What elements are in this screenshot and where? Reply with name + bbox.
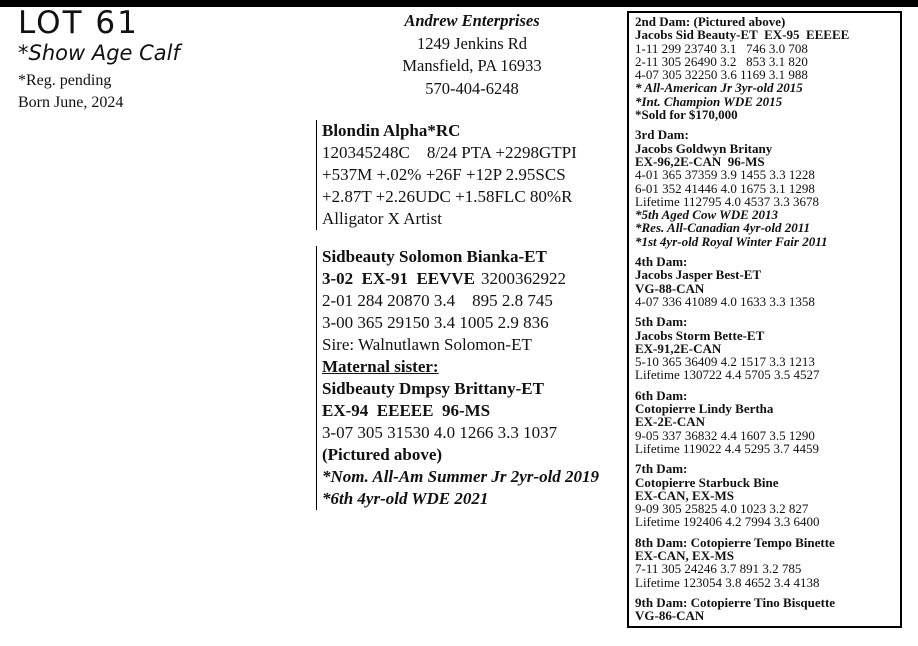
dam-entry-6th	[635, 389, 900, 455]
consignor-phone: 570-404-6248	[425, 78, 519, 98]
dam-header: 6th Dam:	[635, 387, 688, 403]
dam-entry-3rd	[635, 128, 900, 248]
dam-entry-8th	[635, 536, 900, 589]
dam-honor: *1st 4yr-old Royal Winter Fair 2011	[635, 233, 828, 249]
dam-sire-line: Sire: Walnutlawn Solomon-ET	[322, 335, 532, 354]
dam-entry-name: Jacobs Sid Beauty-ET EX-95 EEEEE	[635, 27, 850, 43]
lot-subtitle: *Show Age Calf	[18, 41, 180, 65]
dam-reg-number: 3200362922	[481, 269, 567, 288]
dam-entry-2nd	[635, 15, 900, 121]
dam-entry-name: Jacobs Storm Bette-ET	[635, 327, 765, 343]
dam-name: Sidbeauty Solomon Bianka-ET	[322, 247, 547, 266]
birth-date: Born June, 2024	[18, 94, 124, 111]
dam-header: 4th Dam:	[635, 254, 688, 270]
dam-header: 9th Dam: Cotopierre Tino Bisquette	[635, 594, 836, 610]
dam-record: Lifetime 192406 4.2 7994 3.3 6400	[635, 514, 820, 530]
dam-record: 1-11 299 23740 3.1 746 3.0 708	[635, 40, 808, 56]
dam-record: 2-11 305 26490 3.2 853 3.1 820	[635, 53, 808, 69]
dam-entry-7th	[635, 462, 900, 528]
dam-record: 7-11 305 24246 3.7 891 3.2 785	[635, 561, 802, 577]
dam-record: 4-01 365 37359 3.9 1455 3.3 1228	[635, 167, 815, 183]
dam-record: 4-07 305 32250 3.6 1169 3.1 988	[635, 67, 808, 83]
dam-header: 3rd Dam:	[635, 127, 689, 143]
sire-line: +537M +.02% +26F +12P 2.95SCS	[322, 165, 566, 184]
sister-name: Sidbeauty Dmpsy Brittany-ET	[322, 379, 544, 398]
dam-entry-9th	[635, 596, 900, 623]
dam-record: 2-01 284 20870 3.4 895 2.8 745	[322, 291, 553, 310]
dam-header: 2nd Dam: (Pictured above)	[635, 14, 786, 29]
dam-sale-note: *Sold for $170,000	[635, 107, 738, 123]
dam-record: Lifetime 119022 4.4 5295 3.7 4459	[635, 440, 820, 456]
dam-classification: EX-91,2E-CAN	[635, 340, 722, 356]
dam-record: 5-10 365 36409 4.2 1517 3.3 1213	[635, 354, 815, 370]
dam-score-line	[322, 268, 626, 290]
dam-classification: EX-CAN, EX-MS	[635, 547, 734, 563]
sire-name: Blondin Alpha*RC	[322, 121, 461, 140]
dam-classification: EX-CAN, EX-MS	[635, 487, 734, 503]
dam-record: 6-01 352 41446 4.0 1675 3.1 1298	[635, 180, 815, 196]
dam-entry-4th	[635, 255, 900, 308]
dam-classification: EX-96,2E-CAN 96-MS	[635, 153, 765, 169]
dam-entry-5th	[635, 315, 900, 381]
dam-header: 8th Dam: Cotopierre Tempo Binette	[635, 534, 835, 550]
sire-line: 120345248C 8/24 PTA +2298GTPI	[322, 143, 577, 162]
consignor-block	[352, 10, 592, 100]
pedigree-column	[316, 120, 626, 510]
sire-block	[316, 120, 626, 230]
dam-record: 9-05 337 36832 4.4 1607 3.5 1290	[635, 427, 815, 443]
dam-entry-name: Cotopierre Starbuck Bine	[635, 474, 779, 490]
consignor-street: 1249 Jenkins Rd	[416, 33, 527, 53]
dam-honor: *Res. All-Canadian 4yr-old 2011	[635, 220, 811, 236]
pictured-note: (Pictured above)	[322, 445, 443, 464]
dam-score: 3-02 EX-91 EEVVE	[322, 269, 476, 288]
sister-record: 3-07 305 31530 4.0 1266 3.3 1037	[322, 423, 558, 442]
dam-record: Lifetime 112795 4.0 4537 3.3 3678	[635, 193, 820, 209]
registration-note: *Reg. pending	[18, 72, 112, 89]
honor-line: *Nom. All-Am Summer Jr 2yr-old 2019	[322, 467, 600, 486]
dam-record: Lifetime 123054 3.8 4652 3.4 4138	[635, 574, 820, 590]
ancestor-dams-box	[627, 11, 902, 628]
dam-honor: * All-American Jr 3yr-old 2015	[635, 80, 803, 96]
dam-header: 5th Dam:	[635, 314, 688, 330]
dam-honor: *5th Aged Cow WDE 2013	[635, 207, 779, 223]
sister-score: EX-94 EEEEE 96-MS	[322, 401, 491, 420]
dam-record: 3-00 365 29150 3.4 1005 2.9 836	[322, 313, 549, 332]
consignor-city: Mansfield, PA 16933	[402, 56, 542, 75]
dam-record: 9-09 305 25825 4.0 1023 3.2 827	[635, 501, 809, 517]
dam-record: 4-07 336 41089 4.0 1633 3.3 1358	[635, 293, 815, 309]
dam-block	[316, 246, 626, 510]
honor-line: *6th 4yr-old WDE 2021	[322, 489, 489, 508]
sire-line: +2.87T +2.26UDC +1.58FLC 80%R	[322, 187, 573, 206]
dam-entry-name: Jacobs Jasper Best-ET	[635, 267, 762, 283]
dam-classification: VG-86-CAN	[635, 608, 705, 624]
consignor-name: Andrew Enterprises	[404, 11, 540, 30]
dam-classification: EX-2E-CAN	[635, 414, 706, 430]
dam-entry-name: Jacobs Goldwyn Britany	[635, 140, 773, 156]
dam-honor: *Int. Champion WDE 2015	[635, 93, 783, 109]
dam-entry-name: Cotopierre Lindy Bertha	[635, 401, 774, 417]
dam-record: Lifetime 130722 4.4 5705 3.5 4527	[635, 367, 820, 383]
lot-title: LOT 61	[18, 5, 139, 41]
dam-classification: VG-88-CAN	[635, 280, 705, 296]
maternal-sister-header: Maternal sister:	[322, 357, 439, 376]
dam-header: 7th Dam:	[635, 461, 688, 477]
sire-line: Alligator X Artist	[322, 209, 442, 228]
